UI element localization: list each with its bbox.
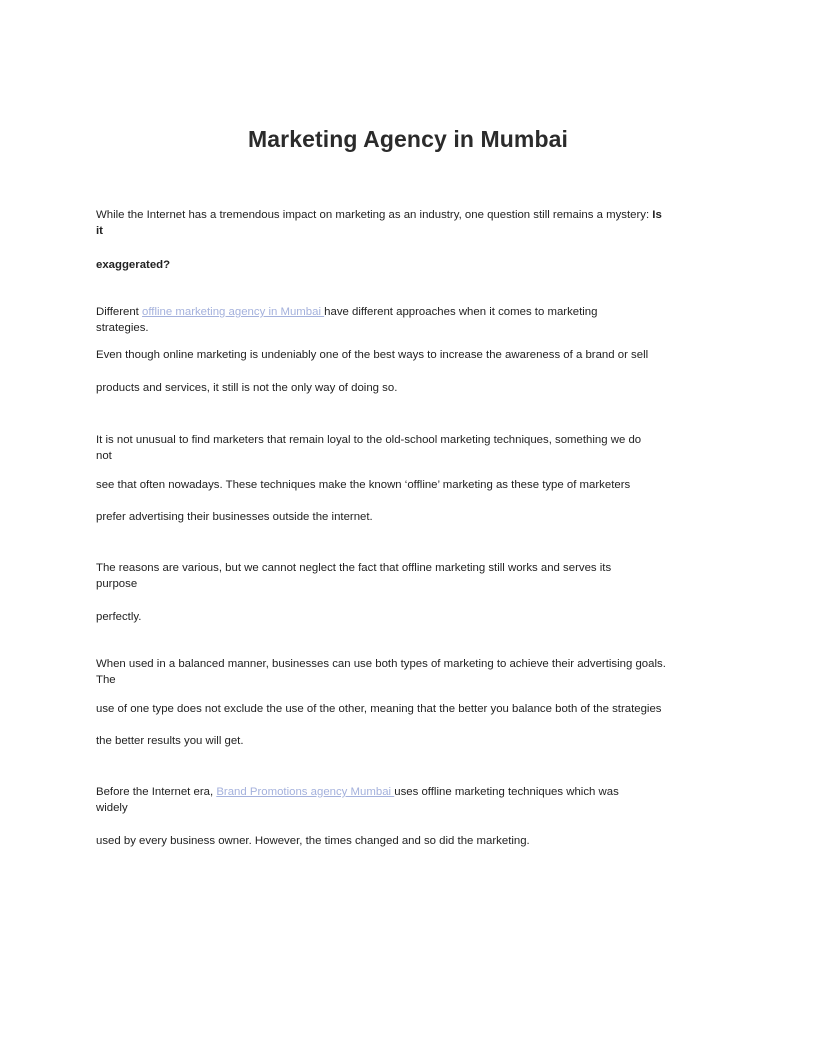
paragraph-6-line-4: the better results you will get. [96,735,244,747]
paragraph-5-line-2: purpose [96,578,138,590]
paragraph-1-line-1 [96,207,716,223]
paragraph-4-line-3: see that often nowadays. These techniques make the known ‘offline’ marketing as these type of marketers [96,479,631,491]
paragraph-3-line-2: products and services, it still is not the only way of doing so. [96,382,398,394]
paragraph-7-line-1 [96,784,716,800]
paragraph-7-line-2: widely [96,802,128,814]
paragraph-1-bold-exaggerated: exaggerated? [96,259,171,271]
paragraph-6-line-1: When used in a balanced manner, businesses can use both types of marketing to achieve their advertising goals. [96,658,666,670]
offline-marketing-agency-link[interactable]: offline marketing agency in Mumbai [142,306,325,318]
paragraph-6-line-3: use of one type does not exclude the use of the other, meaning that the better you balance both of the strategies [96,703,662,715]
paragraph-2-pre: Different [96,306,143,318]
paragraph-4-line-4: prefer advertising their businesses outside the internet. [96,511,373,523]
paragraph-7-line-3: used by every business owner. However, the times changed and so did the marketing. [96,835,530,847]
paragraph-7-pre: Before the Internet era, [96,786,217,798]
paragraph-7-post: uses offline marketing techniques which was [394,786,619,798]
page-title: Marketing Agency in Mumbai [248,126,568,152]
paragraph-2-post: have different approaches when it comes to marketing [324,306,598,318]
paragraph-1-bold-is: Is [652,209,662,221]
paragraph-4-line-1: It is not unusual to find marketers that remain loyal to the old-school marketing techniques, something we do [96,434,642,446]
paragraph-3-line-1: Even though online marketing is undeniably one of the best ways to increase the awareness of a brand or sell [96,349,649,361]
paragraph-5-line-1: The reasons are various, but we cannot neglect the fact that offline marketing still works and serves its [96,562,612,574]
brand-promotions-agency-link[interactable]: Brand Promotions agency Mumbai [216,786,395,798]
paragraph-2-line-2: strategies. [96,322,149,334]
paragraph-1-text: While the Internet has a tremendous impact on marketing as an industry, one question still remains a mystery: [96,209,653,221]
paragraph-4-line-2: not [96,450,112,462]
paragraph-6-line-2: The [96,674,116,686]
paragraph-1-bold-it: it [96,225,103,237]
paragraph-5-line-3: perfectly. [96,611,142,623]
paragraph-2-line-1 [96,304,716,320]
